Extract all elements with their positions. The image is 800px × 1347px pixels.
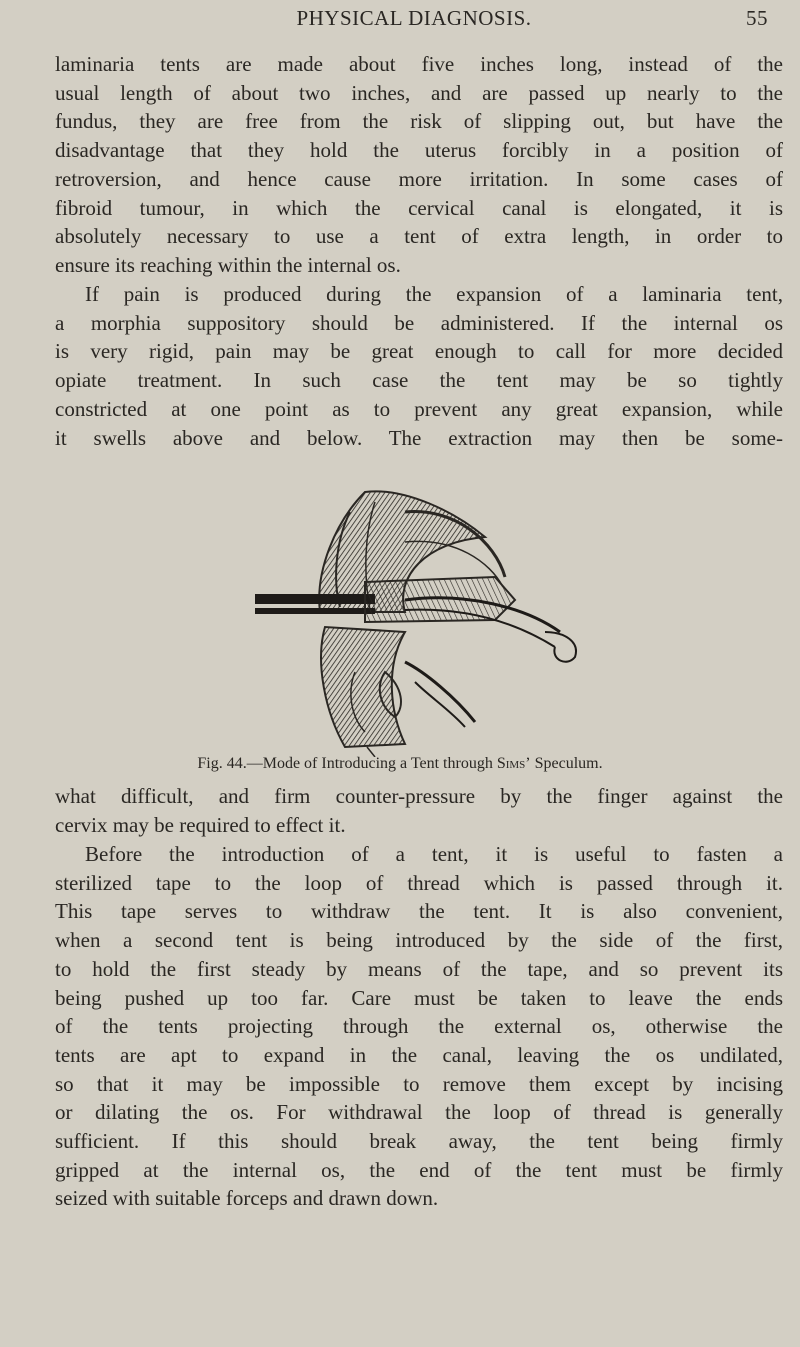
text-line: retroversion, and hence cause more irritation. In some cases of <box>55 166 783 191</box>
text-line: laminaria tents are made about five inches long, instead of the <box>55 52 783 76</box>
text-line: fibroid tumour, in which the cervical canal is elongated, it is <box>55 195 783 220</box>
caption-name: Sims’ <box>496 755 531 772</box>
text-line: absolutely necessary to use a tent of extra length, in order to <box>55 224 783 249</box>
text-line: constricted at one point as to prevent any great expansion, while <box>55 396 783 421</box>
text-line: a morphia suppository should be administered. If the internal os <box>55 310 783 335</box>
running-header <box>40 6 788 30</box>
text-line: Before the introduction of a tent, it is useful to fasten a <box>85 842 783 866</box>
figure-sims-speculum-illustration <box>255 482 585 757</box>
text-line: seized with suitable forceps and drawn down. <box>55 1186 439 1211</box>
text-line: sterilized tape to the loop of thread which is passed through it. <box>55 870 783 895</box>
text-line: disadvantage that they hold the uterus forcibly in a position of <box>55 138 783 163</box>
caption-suffix: Speculum. <box>530 755 603 772</box>
text-line: If pain is produced during the expansion of a laminaria tent, <box>85 282 783 306</box>
paragraph-sterilized-tape <box>55 840 783 1213</box>
text-line: opiate treatment. In such case the tent may be so tightly <box>55 368 783 393</box>
text-line: sufficient. If this should break away, the tent being firmly <box>55 1129 783 1154</box>
text-line: it swells above and below. The extraction may then be some- <box>55 425 783 450</box>
text-line: when a second tent is being introduced by the side of the first, <box>55 928 783 953</box>
speculum-engraving <box>255 482 585 757</box>
text-line: tents are apt to expand in the canal, leaving the os undilated, <box>55 1042 783 1067</box>
paragraph-extraction <box>55 782 783 839</box>
text-line: so that it may be impossible to remove them except by incising <box>55 1071 783 1096</box>
running-title: PHYSICAL DIAGNOSIS. <box>296 6 532 30</box>
text-line: is very rigid, pain may be great enough to call for more decided <box>55 339 783 364</box>
text-line: usual length of about two inches, and are passed up nearly to the <box>55 80 783 105</box>
paragraph-pain-expansion <box>55 280 783 452</box>
caption-prefix: Fig. 44.—Mode of Introducing a Tent through <box>197 755 497 772</box>
figure-caption <box>0 755 800 773</box>
text-line: being pushed up too far. Care must be taken to leave the ends <box>55 985 783 1010</box>
text-line: gripped at the internal os, the end of the tent must be firmly <box>55 1157 783 1182</box>
paragraph-laminaria-tents <box>55 50 783 280</box>
text-line: what difficult, and firm counter-pressure by the finger against the <box>55 784 783 808</box>
text-line: This tape serves to withdraw the tent. It is also convenient, <box>55 899 783 924</box>
page-number: 55 <box>746 6 768 30</box>
text-line: fundus, they are free from the risk of slipping out, but have the <box>55 109 783 134</box>
text-line: to hold the first steady by means of the tape, and so prevent its <box>55 956 783 981</box>
text-line: or dilating the os. For withdrawal the loop of thread is generally <box>55 1100 783 1125</box>
text-line: of the tents projecting through the external os, otherwise the <box>55 1014 783 1039</box>
text-line: ensure its reaching within the internal os. <box>55 252 401 277</box>
text-line: cervix may be required to effect it. <box>55 812 346 837</box>
